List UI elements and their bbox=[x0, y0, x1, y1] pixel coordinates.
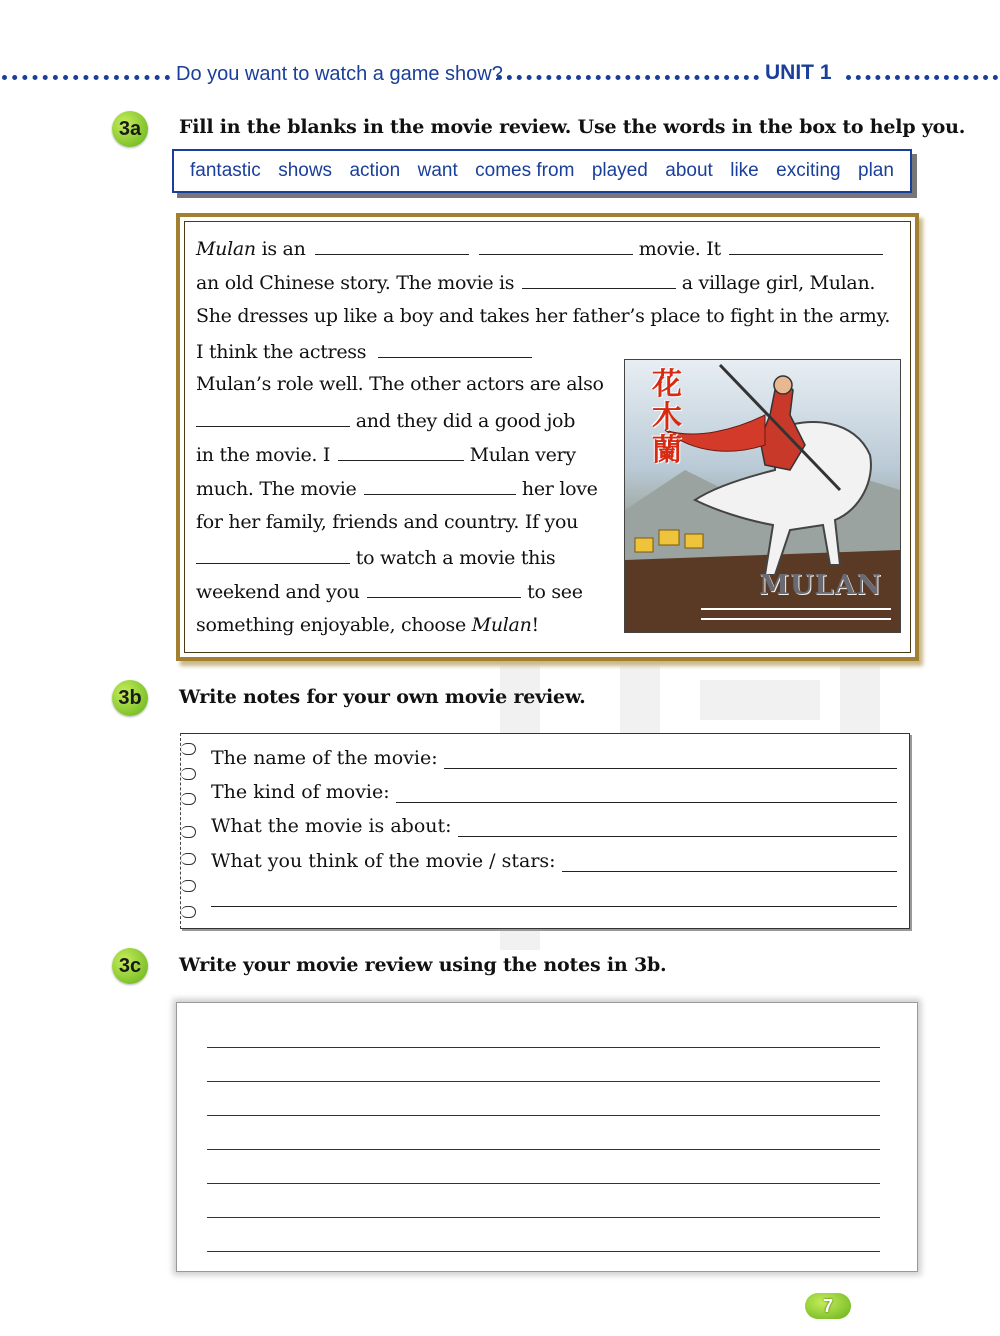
review-line-8: much. The movie her love bbox=[196, 478, 598, 500]
word-box bbox=[172, 149, 912, 193]
writing-area bbox=[176, 1002, 918, 1272]
section-badge-3c: 3c bbox=[112, 948, 148, 984]
review-line-1: Mulan is an movie. It bbox=[196, 236, 883, 260]
writing-line[interactable] bbox=[207, 1115, 880, 1116]
writing-line[interactable] bbox=[207, 1217, 880, 1218]
blank-field[interactable] bbox=[729, 236, 883, 255]
note-answer-field[interactable] bbox=[444, 750, 897, 769]
review-line-7: in the movie. I Mulan very bbox=[196, 444, 576, 466]
word-item: played bbox=[591, 160, 648, 181]
word-item: want bbox=[417, 160, 458, 181]
poster-english-title: MULAN bbox=[759, 570, 883, 601]
dotted-rule-left bbox=[2, 75, 170, 80]
binder-ring-icon bbox=[181, 826, 196, 838]
review-line-9: for her family, friends and country. If you bbox=[196, 511, 579, 533]
blank-field[interactable] bbox=[196, 408, 350, 427]
word-item: exciting bbox=[776, 160, 841, 181]
binder-ring-icon bbox=[181, 768, 196, 780]
section-badge-3a: 3a bbox=[112, 111, 148, 147]
review-line-3: She dresses up like a boy and takes her father’s place to fight in the army. bbox=[196, 305, 891, 327]
unit-label: UNIT 1 bbox=[765, 61, 832, 84]
poster-chinese-title: 花木蘭 bbox=[652, 367, 682, 468]
writing-line[interactable] bbox=[207, 1047, 880, 1048]
dotted-rule-middle bbox=[497, 75, 759, 80]
mulan-poster-image bbox=[624, 359, 901, 633]
word-item: fantastic bbox=[190, 160, 261, 181]
word-item: shows bbox=[278, 160, 333, 181]
section-badge-3b: 3b bbox=[112, 680, 148, 716]
instruction-3b: Write notes for your own movie review. bbox=[179, 686, 586, 708]
blank-field[interactable] bbox=[196, 545, 350, 564]
note-extra-line[interactable] bbox=[211, 906, 897, 907]
writing-line[interactable] bbox=[207, 1081, 880, 1082]
word-item: about bbox=[665, 160, 713, 181]
review-line-10: to watch a movie this bbox=[196, 545, 555, 569]
blank-field[interactable] bbox=[364, 476, 516, 495]
instruction-3a: Fill in the blanks in the movie review. Use the words in the box to help you. bbox=[179, 116, 966, 138]
note-answer-field[interactable] bbox=[562, 853, 897, 872]
word-item: action bbox=[349, 160, 401, 181]
header-title: Do you want to watch a game show? bbox=[176, 63, 503, 85]
poster-stripe bbox=[701, 608, 891, 610]
binder-ring-icon bbox=[181, 793, 196, 805]
note-row-about: What the movie is about: bbox=[211, 815, 897, 837]
review-line-2: an old Chinese story. The movie is a village girl, Mulan. bbox=[196, 272, 876, 294]
review-line-5: Mulan’s role well. The other actors are also bbox=[196, 373, 604, 395]
page-header bbox=[0, 60, 1000, 94]
instruction-3c: Write your movie review using the notes in 3b. bbox=[179, 954, 667, 976]
note-row-kind: The kind of movie: bbox=[211, 781, 897, 803]
review-line-4: I think the actress bbox=[196, 339, 532, 363]
page-number: 7 bbox=[805, 1293, 851, 1319]
movie-title: Mulan bbox=[196, 238, 256, 260]
word-item: comes from bbox=[475, 160, 575, 181]
binder-ring-icon bbox=[181, 743, 196, 755]
dotted-rule-right bbox=[846, 75, 998, 80]
note-row-opinion: What you think of the movie / stars: bbox=[211, 850, 897, 872]
writing-line[interactable] bbox=[207, 1251, 880, 1252]
writing-line[interactable] bbox=[207, 1149, 880, 1150]
review-line-12: something enjoyable, choose Mulan! bbox=[196, 614, 539, 636]
writing-line[interactable] bbox=[207, 1183, 880, 1184]
review-line-6: and they did a good job bbox=[196, 408, 575, 432]
blank-field[interactable] bbox=[367, 579, 521, 598]
poster-stripe bbox=[701, 618, 891, 620]
blank-field[interactable] bbox=[479, 236, 633, 255]
movie-title: Mulan bbox=[471, 614, 532, 636]
binder-ring-icon bbox=[181, 880, 196, 892]
review-line-11: weekend and you to see bbox=[196, 581, 583, 603]
word-item: like bbox=[730, 160, 759, 181]
binder-ring-icon bbox=[181, 906, 196, 918]
note-answer-field[interactable] bbox=[396, 784, 897, 803]
binder-ring-icon bbox=[181, 853, 196, 865]
blank-field[interactable] bbox=[315, 236, 469, 255]
word-item: plan bbox=[858, 160, 894, 181]
blank-field[interactable] bbox=[378, 339, 532, 358]
blank-field[interactable] bbox=[338, 442, 464, 461]
note-row-name: The name of the movie: bbox=[211, 747, 897, 769]
blank-field[interactable] bbox=[522, 270, 676, 289]
note-answer-field[interactable] bbox=[458, 818, 897, 837]
